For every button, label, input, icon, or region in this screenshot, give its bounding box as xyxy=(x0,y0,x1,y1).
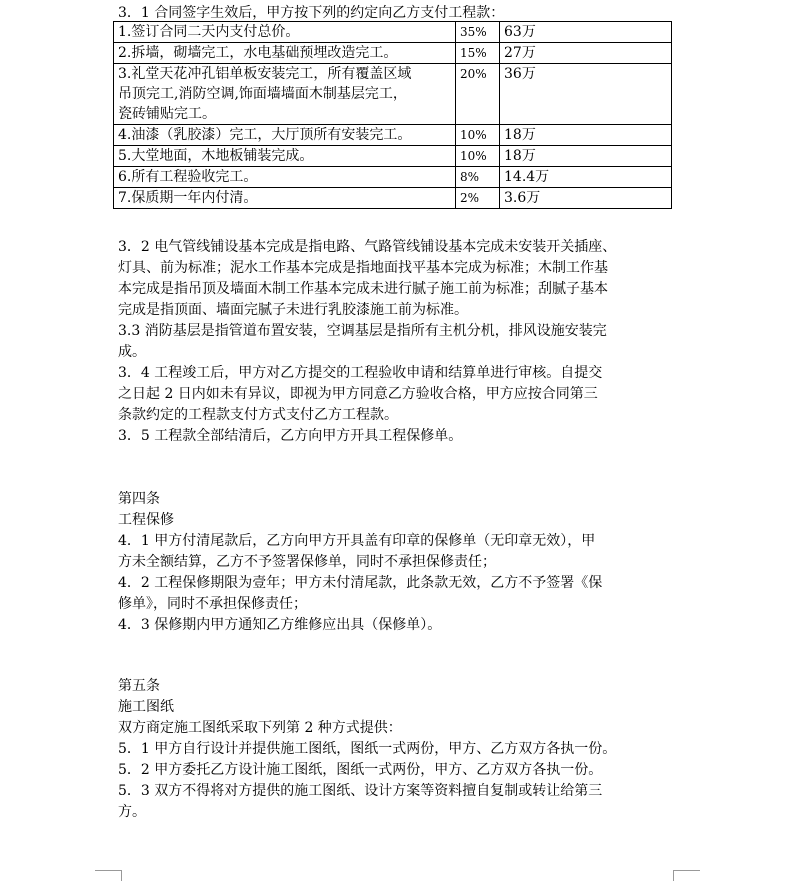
table-row xyxy=(114,146,672,167)
desc-line: 瓷砖铺贴完工。 xyxy=(118,106,216,122)
table-cell-amount: 14.4万 xyxy=(500,167,672,188)
table-cell-amount: 18万 xyxy=(500,125,672,146)
table-cell-amount: 27万 xyxy=(500,43,672,64)
table-cell-amount: 36万 xyxy=(500,64,672,125)
table-cell-desc xyxy=(114,146,456,167)
table-row xyxy=(114,188,672,209)
desc-line: 5.大堂地面，木地板铺装完成。 xyxy=(118,148,314,164)
desc-line: 6.所有工程验收完工。 xyxy=(118,169,258,185)
table-cell-pct: 10% xyxy=(456,125,500,146)
table-row xyxy=(114,22,672,43)
article-5-intro: 双方商定施工图纸采取下列第 2 种方式提供： xyxy=(118,720,402,736)
table-row xyxy=(114,167,672,188)
table-cell-pct: 2% xyxy=(456,188,500,209)
table-row xyxy=(114,125,672,146)
table-cell-amount: 63万 xyxy=(500,22,672,43)
clause-3-5-line: 3．5 工程款全部结清后，乙方向甲方开具工程保修单。 xyxy=(118,428,463,444)
clause-5-2-line: 5．2 甲方委托乙方设计施工图纸，图纸一式两份，甲方、乙方双方各执一份。 xyxy=(118,762,603,778)
table-cell-desc xyxy=(114,167,456,188)
clause-5-1-line: 5．1 甲方自行设计并提供施工图纸，图纸一式两份，甲方、乙方双方各执一份。 xyxy=(118,741,617,757)
clause-3-4-line: 之日起 2 日内如未有异议，即视为甲方同意乙方验收合格，甲方应按合同第三 xyxy=(118,386,598,402)
clause-3-2-line: 灯具、前为标准；泥水工作基本完成是指地面找平基本完成为标准；木制工作基 xyxy=(118,260,608,276)
table-row xyxy=(114,43,672,64)
desc-line: 2.拆墙，砌墙完工，水电基础预埋改造完工。 xyxy=(118,45,398,61)
table-cell-desc xyxy=(114,43,456,64)
table-cell-desc xyxy=(114,125,456,146)
payment-schedule-table xyxy=(113,21,672,209)
desc-line: 1.签订合同二天内支付总价。 xyxy=(118,24,300,40)
clause-3-4-line: 3．4 工程竣工后，甲方对乙方提交的工程验收申请和结算单进行审核。自提交 xyxy=(118,365,603,381)
table-cell-desc xyxy=(114,22,456,43)
clause-3-3-line: 成。 xyxy=(118,344,146,360)
article-5-title: 施工图纸 xyxy=(118,699,174,715)
desc-line: 4.油漆（乳胶漆）完工，大厅顶所有安装完工。 xyxy=(118,127,412,143)
desc-line: 吊顶完工,消防空调,饰面墙墙面木制基层完工， xyxy=(118,86,407,102)
table-cell-amount: 3.6万 xyxy=(500,188,672,209)
table-cell-pct: 8% xyxy=(456,167,500,188)
clause-3-4-line: 条款约定的工程款支付方式支付乙方工程款。 xyxy=(118,407,398,423)
desc-line: 7.保质期一年内付清。 xyxy=(118,190,258,206)
article-4-heading: 第四条 xyxy=(118,491,160,507)
table-cell-pct: 15% xyxy=(456,43,500,64)
table-cell-amount: 18万 xyxy=(500,146,672,167)
clause-4-3-line: 4．3 保修期内甲方通知乙方维修应出具（保修单）。 xyxy=(118,617,442,633)
margin-corner-mark xyxy=(673,870,700,881)
desc-line: 3.礼堂天花冲孔铝单板安装完工，所有覆盖区域 xyxy=(118,66,412,82)
clause-5-3-line: 方。 xyxy=(118,804,146,820)
article-4-title: 工程保修 xyxy=(118,512,174,528)
article-5-heading: 第五条 xyxy=(118,678,160,694)
clause-4-1-line: 4．1 甲方付清尾款后，乙方向甲方开具盖有印章的保修单（无印章无效），甲 xyxy=(118,533,596,549)
table-row xyxy=(114,64,672,125)
table-cell-desc xyxy=(114,64,456,125)
clause-4-2-line: 4．2 工程保修期限为壹年；甲方未付清尾款，此条款无效，乙方不予签署《保 xyxy=(118,575,603,591)
clause-4-1-line: 方未全额结算，乙方不予签署保修单，同时不承担保修责任； xyxy=(118,554,496,570)
clause-4-2-line: 修单》，同时不承担保修责任； xyxy=(118,596,307,612)
clause-3-2-line: 3．2 电气管线铺设基本完成是指电路、气路管线铺设基本完成未安装开关插座、 xyxy=(118,239,617,255)
clause-5-3-line: 5．3 双方不得将对方提供的施工图纸、设计方案等资料擅自复制或转让给第三 xyxy=(118,783,603,799)
table-cell-pct: 35% xyxy=(456,22,500,43)
clause-3-2-line: 本完成是指吊顶及墙面木制工作基本完成未进行腻子施工前为标准；刮腻子基本 xyxy=(118,281,608,297)
table-cell-desc xyxy=(114,188,456,209)
margin-corner-mark xyxy=(95,870,122,881)
clause-3-3-line: 3.3 消防基层是指管道布置安装，空调基层是指所有主机分机，排风设施安装完 xyxy=(118,323,607,339)
table-cell-pct: 20% xyxy=(456,64,500,125)
table-cell-pct: 10% xyxy=(456,146,500,167)
clause-3-1: 3．1 合同签字生效后，甲方按下列的约定向乙方支付工程款： xyxy=(118,5,505,21)
clause-3-2-line: 完成是指顶面、墙面完腻子未进行乳胶漆施工前为标准。 xyxy=(118,302,468,318)
